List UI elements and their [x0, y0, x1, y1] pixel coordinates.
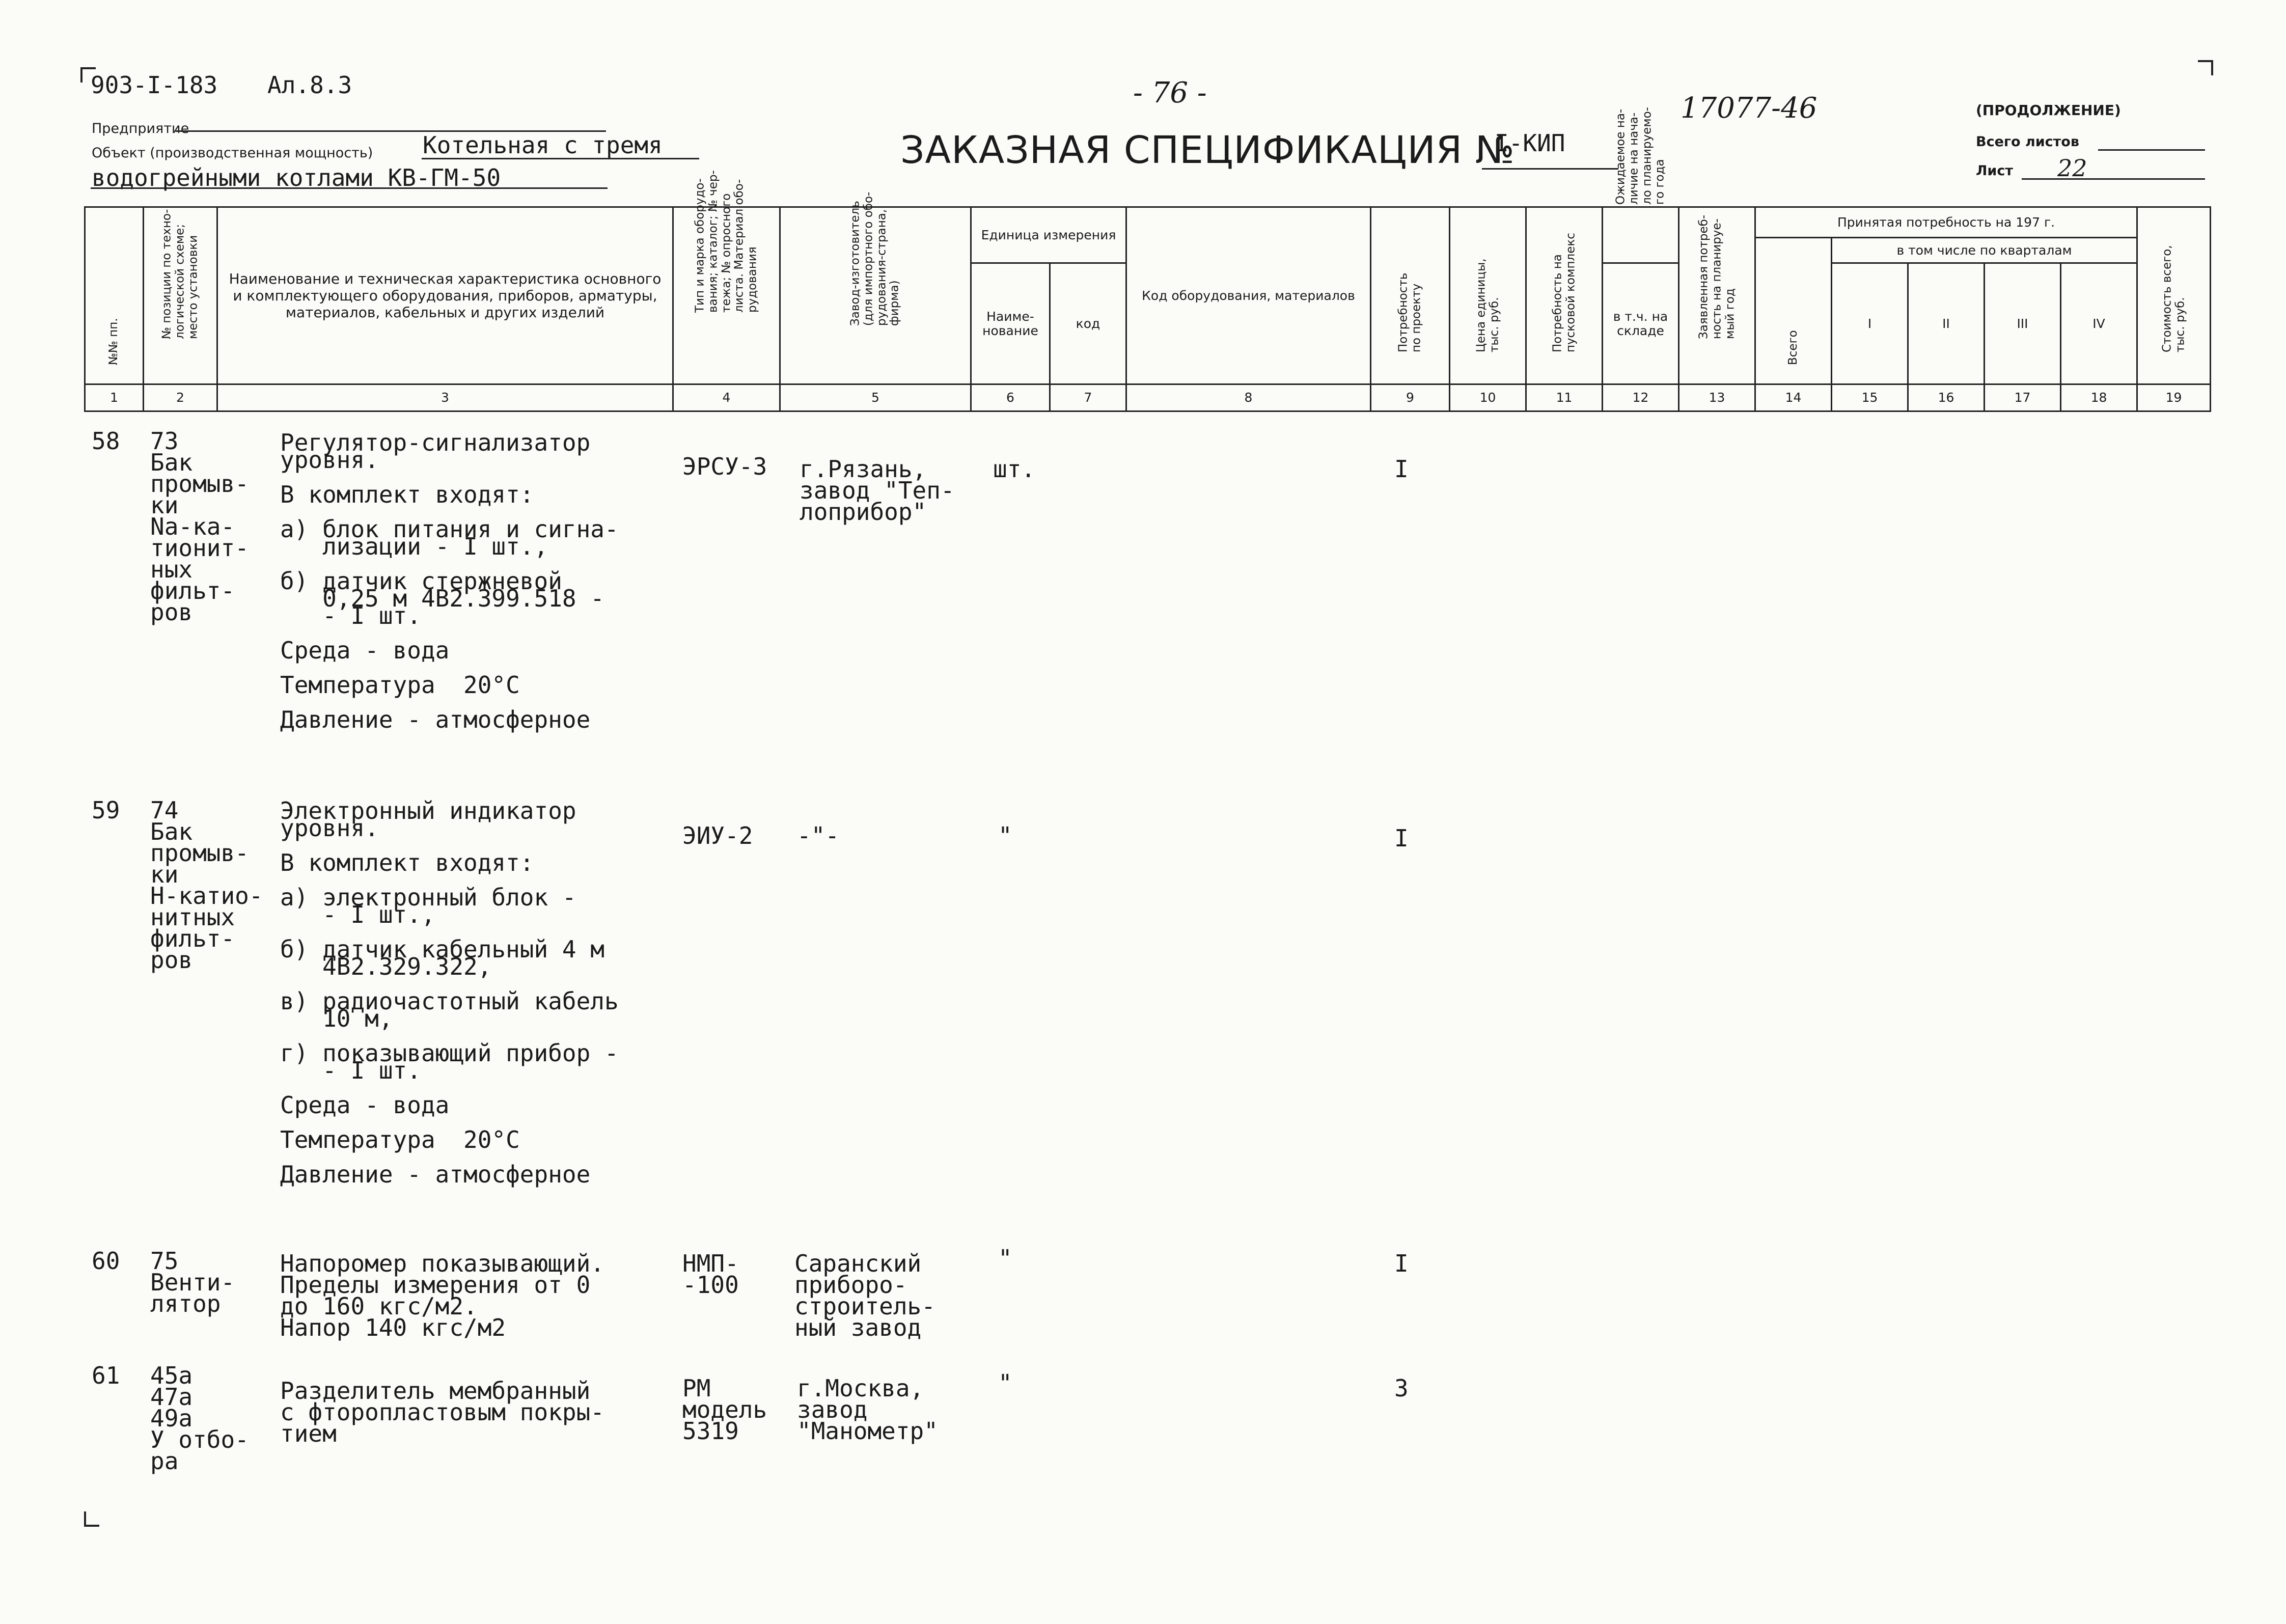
col-unit-group-header: Единица измерения: [971, 207, 1126, 263]
row-manufacturer: Саранский приборо- строитель- ный завод: [794, 1250, 935, 1341]
row-position: 75 Венти- лятор: [150, 1247, 235, 1317]
column-number: 8: [1126, 384, 1371, 411]
sheet-value: 22: [2057, 154, 2087, 182]
column-number: 3: [217, 384, 673, 411]
row-unit: ": [998, 1369, 1012, 1397]
enterprise-label: Предприятие: [92, 121, 189, 136]
column-number: 5: [780, 384, 971, 411]
column-number: 16: [1908, 384, 1985, 411]
col-name-header: Наименование и техническая характеристика основного и комплектующего оборудования, приборов, арматуры, материалов, кабельных и других изделий: [217, 207, 673, 384]
corner-mark-top-right: [2198, 60, 2213, 75]
document-code: 903-I-183: [91, 71, 218, 99]
row-item-name: Напоромер показывающий. Пределы измерения от 0 до 160 кгс/м2. Напор 140 кгс/м2: [280, 1250, 604, 1341]
column-number: 6: [971, 384, 1050, 411]
col-price-header: Цена единицы, тыс. руб.: [1450, 207, 1526, 384]
column-number: 2: [144, 384, 217, 411]
col-unit-name-header: Наиме-нование: [971, 263, 1050, 384]
col-expected-header: Ожидаемое на- личие на нача- ло планируемо- го года: [1603, 207, 1679, 263]
row-quantity: I: [1394, 824, 1409, 852]
column-number: 15: [1832, 384, 1908, 411]
album-number: Ал.8.3: [267, 71, 352, 99]
row-position: 45а 47а 49а У отбо- ра: [150, 1362, 249, 1475]
object-underline-2: [91, 187, 608, 189]
column-number: 4: [673, 384, 780, 411]
col-code-header: Код оборудования, материалов: [1126, 207, 1371, 384]
row-type: ЭИУ-2: [682, 822, 753, 849]
corner-mark-bottom-left: [84, 1511, 99, 1527]
row-number: 59: [92, 796, 120, 824]
row-quantity: I: [1394, 455, 1409, 483]
row-manufacturer: г.Рязань, завод "Теп- лоприбор": [800, 455, 955, 526]
col-q4-header: IV: [2061, 263, 2137, 384]
col-startup-header: Потребность на пусковой комплекс: [1526, 207, 1603, 384]
inventory-number: 17077-46: [1681, 92, 1817, 125]
object-value-line-2: водогрейными котлами КВ-ГМ-50: [92, 164, 501, 191]
row-unit: ": [998, 1245, 1012, 1272]
row-type: НМП- -100: [682, 1250, 739, 1299]
row-position: 74 Бак промыв- ки Н-катио- нитных фильт- ров: [150, 796, 263, 974]
column-number: 19: [2137, 384, 2211, 411]
col-type-header: Тип и марка оборудо- вания; каталог; № чер- тежа; № опросного листа. Материал обо- рудования: [673, 207, 780, 384]
col-cost-header: Стоимость всего, тыс. руб.: [2137, 207, 2211, 384]
column-number: 18: [2061, 384, 2137, 411]
col-total-header: Всего: [1755, 238, 1832, 384]
column-number: 10: [1450, 384, 1526, 411]
continuation-label: (ПРОДОЛЖЕНИЕ): [1976, 102, 2121, 119]
row-type: ЭРСУ-3: [682, 453, 767, 480]
col-position-header: № позиции по техно- логической схеме; место установки: [144, 207, 217, 384]
page-number: - 76 -: [1133, 76, 1207, 109]
column-number: 7: [1050, 384, 1126, 411]
column-number: 17: [1985, 384, 2061, 411]
row-item-name: Регулятор-сигнализатор уровня. В комплект входят: а) блок питания и сигна- лизации - I шт., б) датчик стержневой 0,25 м 4В2.399.518 - - I шт. Среда - вода Температура 20°С Давление - атмосферное: [280, 429, 619, 733]
row-quantity: I: [1394, 1250, 1409, 1277]
spec-number-underline: [1482, 168, 1618, 170]
row-number: 58: [92, 427, 120, 455]
col-demand-header: Потребность по проекту: [1371, 207, 1450, 384]
sheet-underline: [2022, 178, 2205, 180]
row-manufacturer: -"-: [797, 822, 840, 849]
document-title: ЗАКАЗНАЯ СПЕЦИФИКАЦИЯ №: [900, 128, 1515, 172]
column-number: 13: [1679, 384, 1755, 411]
spec-number: I-КИП: [1495, 129, 1565, 157]
col-q3-header: III: [1985, 263, 2061, 384]
row-unit: ": [998, 822, 1012, 849]
row-manufacturer: г.Москва, завод "Манометр": [797, 1374, 938, 1445]
row-number: 61: [92, 1362, 120, 1389]
row-item-name: Разделитель мембранный с фторопластовым покры- тием: [280, 1377, 604, 1447]
object-value-line-1: Котельная с тремя: [423, 131, 663, 159]
col-declared-header: Заявленная потреб- ность на планируе- мый год: [1679, 207, 1755, 384]
row-unit: шт.: [993, 455, 1036, 483]
col-manufacturer-header: Завод-изготовитель (для импортного обо- рудования-страна, фирма): [780, 207, 971, 384]
col-unit-code-header: код: [1050, 263, 1126, 384]
col-number-header: №№ пп.: [85, 207, 144, 384]
column-number: 12: [1603, 384, 1679, 411]
col-q2-header: II: [1908, 263, 1985, 384]
row-position: 73 Бак промыв- ки Na-ка- тионит- ных фильт- ров: [150, 427, 249, 626]
row-number: 60: [92, 1247, 120, 1275]
row-item-name: Электронный индикатор уровня. В комплект входят: а) электронный блок - - I шт., б) датчик кабельный 4 м 4В2.329.322, в) радиочастотный кабель 10 м, г) показывающий прибор - - I шт. Среда - вода Температура 20°С Давление - атмосферное: [280, 797, 619, 1188]
total-sheets-label: Всего листов: [1976, 134, 2079, 150]
column-number: 9: [1371, 384, 1450, 411]
object-label: Объект (производственная мощность): [92, 145, 373, 161]
total-sheets-underline: [2098, 149, 2205, 151]
column-number-row: [85, 384, 2211, 411]
col-in-stock-header: в т.ч. на складе: [1603, 263, 1679, 384]
column-number: 11: [1526, 384, 1603, 411]
col-q1-header: I: [1832, 263, 1908, 384]
object-underline-1: [422, 158, 699, 159]
row-quantity: 3: [1394, 1374, 1409, 1402]
col-quarters-group-header: в том числе по кварталам: [1832, 238, 2137, 263]
sheet-label: Лист: [1976, 163, 2013, 179]
row-type: РМ модель 5319: [682, 1374, 767, 1445]
column-number: 1: [85, 384, 144, 411]
col-accepted-header: Принятая потребность на 197 г.: [1755, 207, 2137, 238]
column-number: 14: [1755, 384, 1832, 411]
